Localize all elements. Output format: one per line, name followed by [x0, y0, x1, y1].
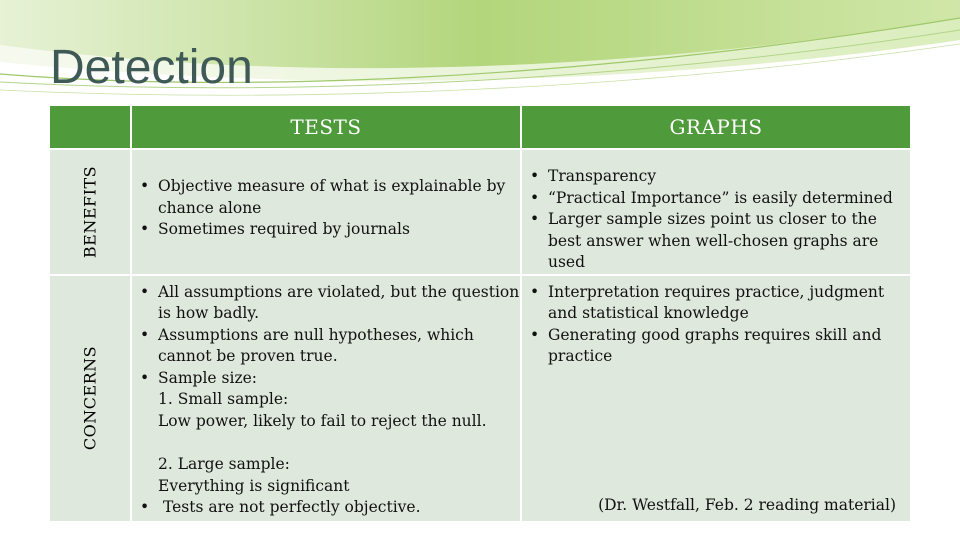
list-item: • Sometimes required by journals — [132, 219, 520, 241]
bullet-icon: • — [140, 498, 150, 516]
list-item: • Transparency — [522, 166, 910, 188]
small-sample-label: 1. Small sample: — [158, 390, 289, 408]
comparison-table — [48, 104, 912, 523]
list-item: • Objective measure of what is explainable by chance alone — [140, 177, 506, 217]
bullet-icon: • — [140, 325, 150, 344]
list-item: • Assumptions are null hypotheses, which cannot be proven true. — [140, 325, 474, 365]
benefits-graphs-cell — [522, 150, 910, 274]
list-item: • Sample size: 1. Small sample: Low power, likely to fail to reject the null. 2. Large sample: Everything is significant — [132, 368, 520, 498]
concerns-row — [50, 276, 910, 521]
row-label-concerns: CONCERNS — [80, 345, 100, 451]
large-sample-detail: Everything is significant — [158, 476, 350, 495]
row-header-concerns — [50, 276, 130, 521]
bullet-icon: • — [530, 210, 540, 228]
bullet-icon: • — [530, 325, 540, 344]
benefits-tests-list — [132, 150, 520, 241]
row-label-benefits: BENEFITS — [80, 165, 100, 258]
list-item: • All assumptions are violated, but the question is how badly. — [140, 282, 520, 322]
bullet-icon: • — [530, 167, 540, 185]
corner-cell — [50, 106, 130, 148]
list-item: • “Practical Importance” is easily determined — [522, 188, 910, 210]
concerns-graphs-cell — [522, 276, 910, 521]
benefits-tests-cell — [132, 150, 520, 274]
bullet-icon: • — [140, 368, 150, 387]
bullet-icon: • — [530, 188, 540, 207]
row-header-benefits — [50, 150, 130, 274]
bullet-icon: • — [140, 282, 150, 301]
concerns-tests-cell — [132, 276, 520, 521]
concerns-graphs-list — [522, 276, 910, 368]
bullet-icon: • — [140, 177, 150, 195]
list-item: • Tests are not perfectly objective. — [132, 497, 520, 519]
benefits-row — [50, 150, 910, 274]
list-item: • Interpretation requires practice, judgment and statistical knowledge — [530, 282, 885, 322]
bullet-icon: • — [140, 220, 150, 238]
benefits-graphs-list — [522, 150, 910, 274]
bullet-icon: • — [530, 282, 540, 301]
header-row — [50, 106, 910, 148]
column-header-graphs: GRAPHS — [522, 106, 910, 148]
list-item: • Larger sample sizes point us closer to the best answer when well-chosen graphs are used — [530, 210, 879, 271]
list-item: • Generating good graphs requires skill and practice — [530, 325, 882, 365]
slide-title: Detection — [50, 41, 253, 94]
large-sample-label: 2. Large sample: — [158, 455, 290, 473]
concerns-tests-list — [132, 276, 520, 519]
small-sample-detail: Low power, likely to fail to reject the null. — [158, 411, 487, 430]
column-header-tests: TESTS — [132, 106, 520, 148]
citation: (Dr. Westfall, Feb. 2 reading material) — [598, 496, 896, 514]
